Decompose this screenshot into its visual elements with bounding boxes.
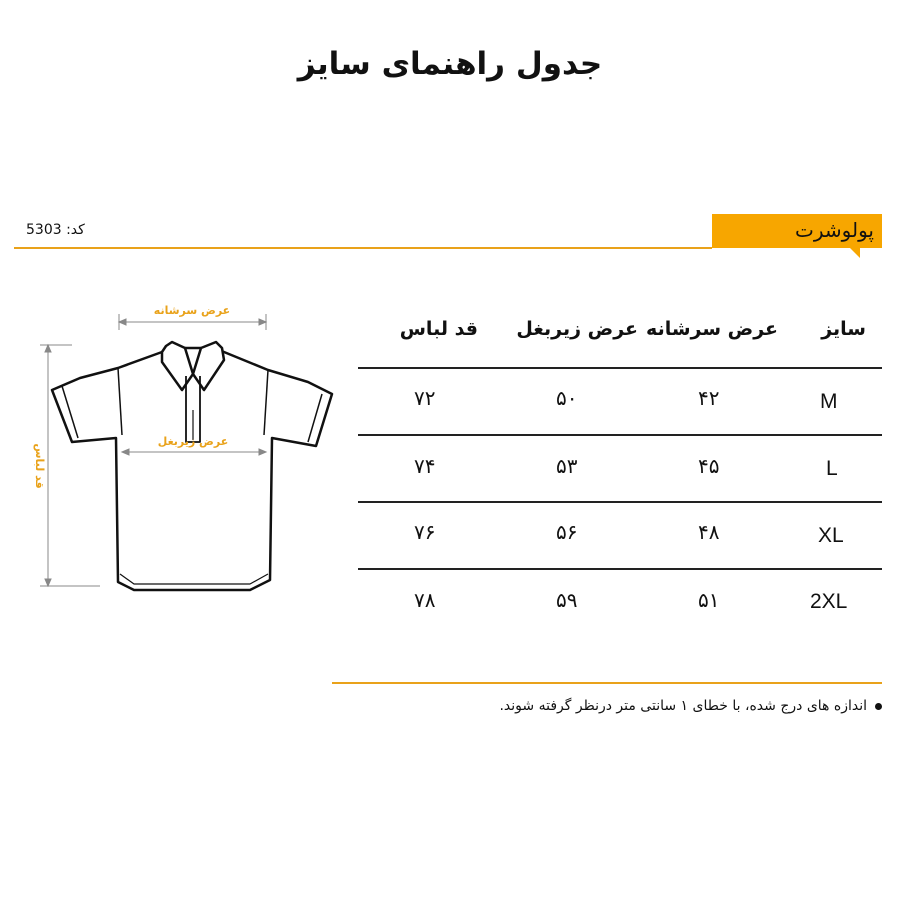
cell-shoulder: ۴۲: [698, 386, 720, 410]
product-code: کد: 5303: [26, 222, 85, 238]
product-label: پولوشرت: [795, 218, 874, 242]
table-row-divider: [358, 568, 882, 570]
shoulder-width-label: عرض سرشانه: [153, 304, 231, 317]
table-row-divider: [358, 434, 882, 436]
polo-shirt-diagram: [10, 290, 340, 600]
cell-shoulder: ۴۸: [698, 520, 720, 544]
cell-size: XL: [818, 524, 844, 547]
cell-underarm: ۵۹: [556, 588, 578, 612]
cell-size: 2XL: [810, 590, 848, 613]
cell-length: ۷۲: [414, 386, 436, 410]
bullet-icon: [875, 703, 882, 710]
underarm-width-arrow: [122, 449, 266, 455]
cell-size: L: [826, 457, 838, 480]
header-size: سایز: [821, 318, 866, 340]
cell-length: ۷۸: [414, 588, 436, 612]
tab-pointer: [850, 248, 860, 258]
table-row-divider: [358, 501, 882, 503]
cell-underarm: ۵۶: [556, 520, 578, 544]
cell-size: M: [820, 390, 838, 413]
tolerance-note: [499, 698, 882, 714]
header-underarm: عرض زیربغل: [516, 318, 638, 340]
length-label: قد لباس: [33, 443, 46, 489]
cell-length: ۷۴: [414, 454, 436, 478]
cell-shoulder: ۴۵: [698, 454, 720, 478]
cell-underarm: ۵۳: [556, 454, 578, 478]
underarm-width-label: عرض زیربغل: [157, 435, 229, 448]
header-length: قد لباس: [399, 318, 478, 340]
cell-length: ۷۶: [414, 520, 436, 544]
header-shoulder: عرض سرشانه: [646, 318, 778, 340]
cell-shoulder: ۵۱: [698, 588, 720, 612]
table-row-divider: [358, 367, 882, 369]
note-divider: [332, 682, 882, 684]
note-text: اندازه های درج شده، با خطای ۱ سانتی متر درنظر گرفته شوند.: [499, 698, 867, 714]
section-divider: [14, 247, 712, 249]
shirt-outline: [52, 342, 332, 590]
page-title: جدول راهنمای سایز: [297, 46, 603, 82]
product-tab: [712, 214, 882, 248]
cell-underarm: ۵۰: [556, 386, 578, 410]
